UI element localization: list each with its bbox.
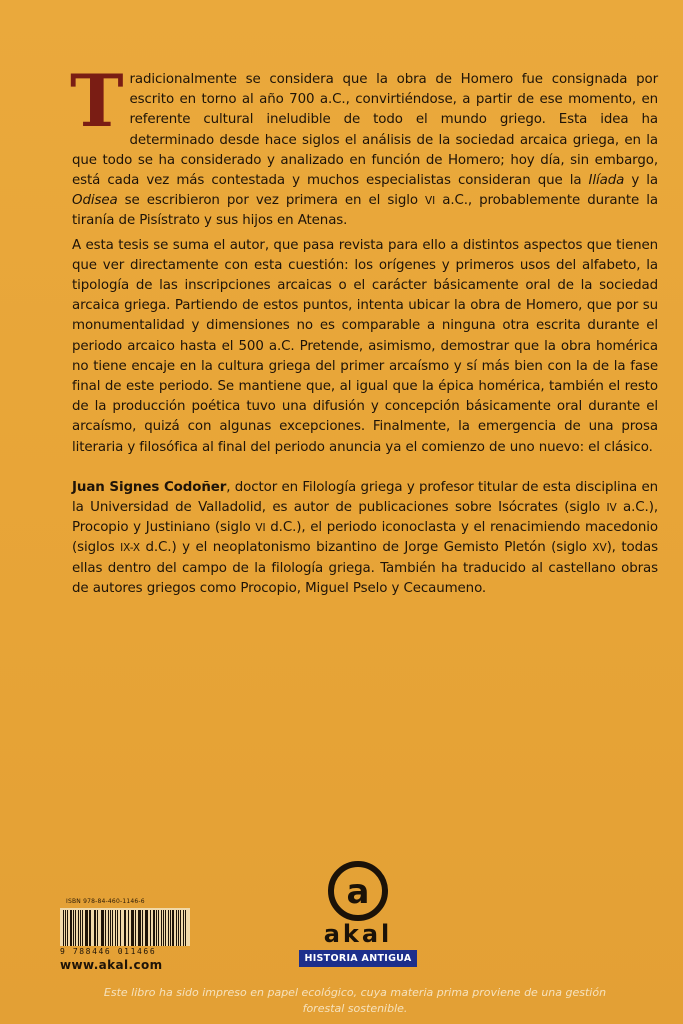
paragraph-1-end-b: a.C., probablemente durante la tiranía de Pisístrato y sus hijos en Atenas. xyxy=(72,193,658,229)
odyssey-title: Odisea xyxy=(72,193,118,209)
akal-logo-icon xyxy=(327,860,389,922)
barcode-bar xyxy=(140,910,141,946)
barcode-bar xyxy=(82,910,83,946)
barcode-bar xyxy=(156,910,157,946)
barcode-bar xyxy=(132,910,134,946)
barcode-block xyxy=(60,898,190,972)
author-name: Juan Signes Codoñer xyxy=(72,479,227,495)
eco-paper-note: Este libro ha sido impreso en papel ecológico, cuya materia prima proviene de una gestión forestal sostenible. xyxy=(103,986,607,1015)
barcode-bars xyxy=(60,908,190,946)
synopsis-paragraph-2: A esta tesis se suma el autor, que pasa revista para ello a distintos aspectos que tienen que ver directamente con esta cuestión: los orígenes y primeros usos del alfabeto, la tipología de las inscripciones arcaicas o el carácter básicamente oral de la sociedad arcaica griega. Partiendo de estos puntos, intenta ubicar la obra de Homero, que por su monumentalidad y dimensiones no es comparable a ninguna otra escrita durante el periodo arcaico hasta el 500 a.C. Pretende, asimismo, demostrar que la obra homérica no tiene encaje en la cultura griega del primer arcaísmo y sí más bien con la de la fase final de este periodo. Se mantiene que, al igual que la épica homérica, también el resto de la producción poética tuvo una difusión y concepción básicamente oral durante el arcaísmo, quizá con algunas excepciones. Finalmente, la emergencia de una prosa literaria y filosófica al final del periodo anuncia ya el comienzo de uno nuevo: el clásico. xyxy=(72,237,658,455)
barcode-bar xyxy=(120,910,122,946)
synopsis-paragraph-1 xyxy=(70,58,658,232)
barcode-bar xyxy=(125,910,126,946)
drop-cap: T xyxy=(70,58,124,143)
barcode-bar xyxy=(142,910,143,946)
barcode-bar xyxy=(70,910,72,946)
barcode-bar xyxy=(87,910,88,946)
barcode-bar xyxy=(172,910,174,946)
paragraph-1-text: radicionalmente se considera que la obra de Homero fue consignada por escrito en torno al año 700 a.C., convirtiéndose, a partir de ese momento, en referente cultural ineludible de todo el mundo griego. Esta idea ha determinado desde hace siglos el análisis de la sociedad arcaica griega, en la que todo se ha considerado y analizado en función de Homero; hoy día, sin embargo, está cada vez más contestada y muchos especialistas consideran que la xyxy=(72,72,658,189)
barcode-bar xyxy=(112,910,113,946)
century-9-10: IX-X xyxy=(120,542,140,555)
publisher-logo xyxy=(288,860,428,967)
barcode-bar xyxy=(110,910,111,946)
logo-letter: a xyxy=(346,872,370,912)
bio-part-c: d.C.), el periodo iconoclasta y el renacimiendo macedonio (siglos xyxy=(72,520,659,556)
barcode-bar xyxy=(73,910,74,946)
paragraph-1-end-a: se escribieron por vez primera en el siglo xyxy=(117,193,426,209)
barcode-bar xyxy=(65,910,66,946)
barcode-bar xyxy=(178,910,179,946)
barcode-bar xyxy=(75,910,76,946)
barcode-bar xyxy=(163,910,164,946)
collection-badge: HISTORIA ANTIGUA xyxy=(299,950,416,967)
barcode-bar xyxy=(158,910,159,946)
bio-part-b: a.C.), Procopio y Justiniano (siglo xyxy=(72,500,658,536)
century-6-dc: VI xyxy=(255,522,266,535)
bio-part-d: d.C.) y el neoplatonismo bizantino de Jorge Gemisto Pletón (siglo xyxy=(139,540,593,556)
synopsis-text xyxy=(70,58,659,599)
barcode-bar xyxy=(150,910,151,946)
barcode-bar xyxy=(185,910,186,946)
isbn-label: ISBN 978-84-460-1146-6 xyxy=(66,898,145,905)
barcode-bar xyxy=(180,910,181,946)
barcode-bar xyxy=(117,910,118,946)
barcode-bar xyxy=(147,910,148,946)
barcode-bar xyxy=(170,910,171,946)
century-15: XV xyxy=(592,542,607,555)
bio-part-a: , doctor en Filología griega y profesor titular de esta disciplina en la Universidad de Valladolid, es autor de publicaciones sobre Isócrates (siglo xyxy=(72,479,658,516)
author-bio xyxy=(72,478,658,599)
barcode-bar xyxy=(105,910,106,946)
logo-word: akal xyxy=(323,920,393,948)
barcode-bar xyxy=(67,910,68,946)
barcode-bar xyxy=(135,910,136,946)
century-4: IV xyxy=(606,502,617,515)
barcode-bar xyxy=(80,910,81,946)
publisher-website: www.akal.com xyxy=(60,958,163,972)
bio-part-e: ), todas ellas dentro del campo de la filología griega. También ha traducido al castellano obras de autores griegos como Procopio, Miguel Pselo y Cecaumeno. xyxy=(72,540,658,596)
iliad-title: Ilíada xyxy=(588,173,625,189)
conjunction: y la xyxy=(624,173,658,189)
barcode-bar xyxy=(165,910,166,946)
barcode-bar xyxy=(128,910,129,946)
barcode-bar xyxy=(102,910,104,946)
barcode-bar xyxy=(89,910,91,946)
barcode-bar xyxy=(153,910,155,946)
barcode-digits: 9 788446 011466 xyxy=(60,947,157,956)
century-6: VI xyxy=(425,195,436,208)
barcode-bar xyxy=(97,910,98,946)
barcode-bar xyxy=(95,910,96,946)
